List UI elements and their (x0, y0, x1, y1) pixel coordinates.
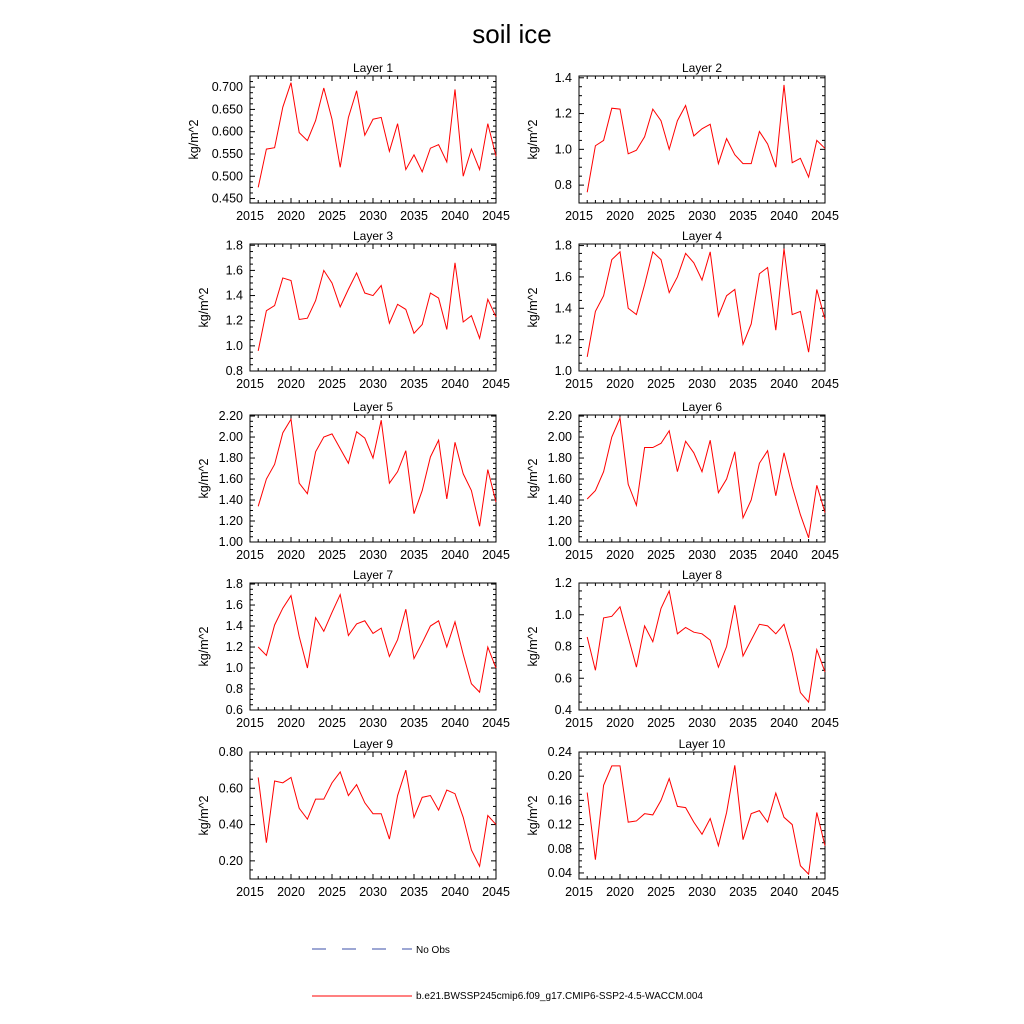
x-tick-label: 2020 (277, 377, 305, 391)
panel-title: Layer 1 (352, 61, 394, 75)
x-tick-label: 2020 (606, 885, 634, 899)
y-tick-label: 1.2 (554, 106, 572, 121)
x-tick-label: 2020 (606, 377, 634, 391)
y-tick-label: 1.0 (554, 142, 572, 157)
x-tick-label: 2020 (277, 209, 305, 223)
x-tick-label: 2045 (482, 548, 510, 562)
x-tick-label: 2025 (318, 716, 346, 730)
x-tick-label: 2030 (688, 377, 716, 391)
x-tick-label: 2035 (400, 885, 428, 899)
x-tick-label: 2040 (441, 885, 469, 899)
x-tick-label: 2025 (647, 716, 675, 730)
x-tick-label: 2040 (770, 716, 798, 730)
y-tick-label: 1.00 (218, 535, 243, 549)
y-tick-label: 1.8 (225, 577, 243, 592)
panel-title: Layer 7 (352, 568, 394, 582)
x-tick-label: 2045 (482, 885, 510, 899)
x-tick-label: 2045 (811, 209, 839, 223)
y-tick-label: 1.4 (554, 301, 572, 316)
y-tick-label: 0.450 (211, 191, 243, 206)
x-tick-label: 2045 (482, 209, 510, 223)
y-tick-label: 1.2 (554, 576, 572, 590)
y-tick-label: 0.600 (211, 124, 243, 139)
legend-item-no-obs (312, 945, 450, 956)
x-tick-label: 2035 (400, 548, 428, 562)
series-line (587, 591, 825, 702)
y-tick-label: 1.00 (547, 535, 572, 549)
series-line (258, 595, 496, 693)
x-tick-label: 2015 (236, 377, 264, 391)
panel-title: Layer 3 (352, 229, 394, 243)
series-line (587, 249, 825, 357)
panel-layer-10 (526, 737, 839, 899)
x-tick-label: 2035 (729, 377, 757, 391)
y-tick-label: 0.20 (218, 853, 243, 868)
x-tick-label: 2030 (688, 548, 716, 562)
x-tick-label: 2020 (606, 548, 634, 562)
y-tick-label: 0.550 (211, 146, 243, 161)
y-tick-label: 1.2 (225, 313, 243, 328)
y-tick-label: 0.20 (547, 769, 572, 784)
plot-frame (579, 583, 825, 710)
panel-layer-5 (197, 400, 510, 562)
y-tick-label: 0.12 (547, 817, 572, 832)
y-tick-label: 1.6 (225, 263, 243, 278)
x-tick-label: 2030 (359, 209, 387, 223)
y-tick-label: 1.6 (554, 269, 572, 284)
panel-title: Layer 5 (352, 400, 394, 414)
panel-layer-3 (197, 229, 510, 391)
y-axis-label: kg/m^2 (526, 119, 540, 160)
y-tick-label: 1.0 (225, 661, 243, 676)
x-tick-label: 2025 (647, 885, 675, 899)
x-tick-label: 2035 (729, 716, 757, 730)
x-tick-label: 2040 (770, 377, 798, 391)
series-line (258, 419, 496, 526)
y-tick-label: 2.00 (547, 430, 572, 445)
x-tick-label: 2015 (565, 209, 593, 223)
x-tick-label: 2045 (811, 548, 839, 562)
x-tick-label: 2025 (647, 548, 675, 562)
y-axis-label: kg/m^2 (197, 458, 211, 499)
x-tick-label: 2020 (606, 209, 634, 223)
y-tick-label: 1.20 (218, 514, 243, 529)
y-tick-label: 2.20 (218, 409, 243, 424)
y-tick-label: 1.4 (554, 70, 572, 85)
x-tick-label: 2015 (236, 716, 264, 730)
panel-title: Layer 9 (352, 737, 394, 751)
legend-item-model (312, 991, 703, 1002)
plot-frame (579, 244, 825, 371)
y-tick-label: 2.20 (547, 409, 572, 424)
y-axis-label: kg/m^2 (197, 287, 211, 328)
panel-layer-2 (526, 61, 839, 223)
x-tick-label: 2035 (729, 209, 757, 223)
x-tick-label: 2015 (565, 716, 593, 730)
x-tick-label: 2015 (565, 377, 593, 391)
y-tick-label: 1.2 (225, 640, 243, 655)
y-tick-label: 0.8 (225, 364, 243, 378)
x-tick-label: 2040 (441, 377, 469, 391)
panels (187, 61, 839, 899)
y-tick-label: 0.08 (547, 841, 572, 856)
legend (312, 945, 703, 1002)
x-tick-label: 2030 (359, 716, 387, 730)
series-line (258, 263, 496, 351)
y-tick-label: 0.60 (218, 781, 243, 796)
y-axis-label: kg/m^2 (197, 795, 211, 836)
x-tick-label: 2025 (318, 209, 346, 223)
x-tick-label: 2045 (811, 377, 839, 391)
y-tick-label: 0.8 (554, 639, 572, 654)
x-tick-label: 2035 (729, 885, 757, 899)
y-axis-label: kg/m^2 (526, 287, 540, 328)
y-tick-label: 0.40 (218, 817, 243, 832)
y-tick-label: 0.700 (211, 80, 243, 95)
series-line (587, 765, 825, 874)
plot-frame (579, 752, 825, 879)
series-line (587, 418, 825, 538)
y-tick-label: 1.0 (554, 607, 572, 622)
y-axis-label: kg/m^2 (197, 626, 211, 667)
y-tick-label: 1.40 (547, 493, 572, 508)
y-tick-label: 0.8 (554, 178, 572, 193)
y-tick-label: 1.40 (218, 493, 243, 508)
x-tick-label: 2040 (770, 209, 798, 223)
x-tick-label: 2035 (400, 377, 428, 391)
panel-layer-8 (526, 568, 839, 730)
series-line (258, 770, 496, 866)
series-line (258, 83, 496, 188)
panel-title: Layer 8 (681, 568, 723, 582)
y-tick-label: 0.8 (225, 682, 243, 697)
y-tick-label: 2.00 (218, 430, 243, 445)
panel-title: Layer 4 (681, 229, 723, 243)
y-tick-label: 0.500 (211, 169, 243, 184)
y-tick-label: 1.0 (225, 338, 243, 353)
y-tick-label: 1.4 (225, 288, 243, 303)
y-axis-label: kg/m^2 (187, 119, 201, 160)
x-tick-label: 2030 (359, 885, 387, 899)
x-tick-label: 2015 (236, 885, 264, 899)
x-tick-label: 2045 (811, 716, 839, 730)
x-tick-label: 2045 (811, 885, 839, 899)
x-tick-label: 2035 (400, 716, 428, 730)
panel-title: Layer 2 (681, 61, 723, 75)
x-tick-label: 2040 (770, 548, 798, 562)
x-tick-label: 2030 (688, 716, 716, 730)
x-tick-label: 2015 (236, 209, 264, 223)
y-tick-label: 1.8 (225, 238, 243, 253)
x-tick-label: 2045 (482, 377, 510, 391)
y-tick-label: 0.650 (211, 102, 243, 117)
panel-title: Layer 10 (678, 737, 726, 751)
x-tick-label: 2030 (688, 209, 716, 223)
y-tick-label: 0.6 (225, 703, 243, 717)
chart-title: soil ice (472, 19, 552, 49)
plot-frame (579, 415, 825, 542)
x-tick-label: 2020 (277, 548, 305, 562)
series-line (587, 85, 825, 192)
panel-layer-1 (187, 61, 510, 223)
panel-layer-4 (526, 229, 839, 391)
x-tick-label: 2035 (729, 548, 757, 562)
x-tick-label: 2025 (647, 377, 675, 391)
x-tick-label: 2040 (770, 885, 798, 899)
y-tick-label: 1.6 (225, 598, 243, 613)
plot-frame (579, 76, 825, 203)
y-tick-label: 1.2 (554, 332, 572, 347)
plot-frame (250, 415, 496, 542)
x-tick-label: 2030 (688, 885, 716, 899)
x-tick-label: 2015 (236, 548, 264, 562)
y-axis-label: kg/m^2 (526, 626, 540, 667)
plot-frame (250, 752, 496, 879)
x-tick-label: 2025 (318, 548, 346, 562)
y-tick-label: 1.8 (554, 238, 572, 253)
y-tick-label: 1.60 (218, 472, 243, 487)
x-tick-label: 2020 (606, 716, 634, 730)
y-tick-label: 1.4 (225, 619, 243, 634)
panel-layer-6 (526, 400, 839, 562)
x-tick-label: 2045 (482, 716, 510, 730)
x-tick-label: 2040 (441, 548, 469, 562)
x-tick-label: 2030 (359, 548, 387, 562)
y-tick-label: 1.20 (547, 514, 572, 529)
x-tick-label: 2015 (565, 885, 593, 899)
y-tick-label: 0.6 (554, 671, 572, 686)
x-tick-label: 2020 (277, 885, 305, 899)
y-tick-label: 1.60 (547, 472, 572, 487)
x-tick-label: 2040 (441, 716, 469, 730)
y-tick-label: 0.16 (547, 793, 572, 808)
x-tick-label: 2030 (359, 377, 387, 391)
y-axis-label: kg/m^2 (526, 458, 540, 499)
panel-layer-9 (197, 737, 510, 899)
y-tick-label: 0.04 (547, 865, 572, 880)
legend-label-no-obs: No Obs (416, 945, 450, 956)
y-axis-label: kg/m^2 (526, 795, 540, 836)
x-tick-label: 2035 (400, 209, 428, 223)
y-tick-label: 1.80 (218, 451, 243, 466)
y-tick-label: 0.24 (547, 745, 572, 759)
x-tick-label: 2025 (647, 209, 675, 223)
x-tick-label: 2025 (318, 885, 346, 899)
panel-layer-7 (197, 568, 510, 730)
y-tick-label: 0.80 (218, 745, 243, 759)
plot-frame (250, 244, 496, 371)
x-tick-label: 2015 (565, 548, 593, 562)
panel-title: Layer 6 (681, 400, 723, 414)
x-tick-label: 2025 (318, 377, 346, 391)
y-tick-label: 0.4 (554, 703, 572, 717)
legend-label-model: b.e21.BWSSP245cmip6.f09_g17.CMIP6-SSP2-4.5-WACCM.004 (416, 991, 703, 1002)
x-tick-label: 2040 (441, 209, 469, 223)
y-tick-label: 1.0 (554, 364, 572, 378)
x-tick-label: 2020 (277, 716, 305, 730)
y-tick-label: 1.80 (547, 451, 572, 466)
